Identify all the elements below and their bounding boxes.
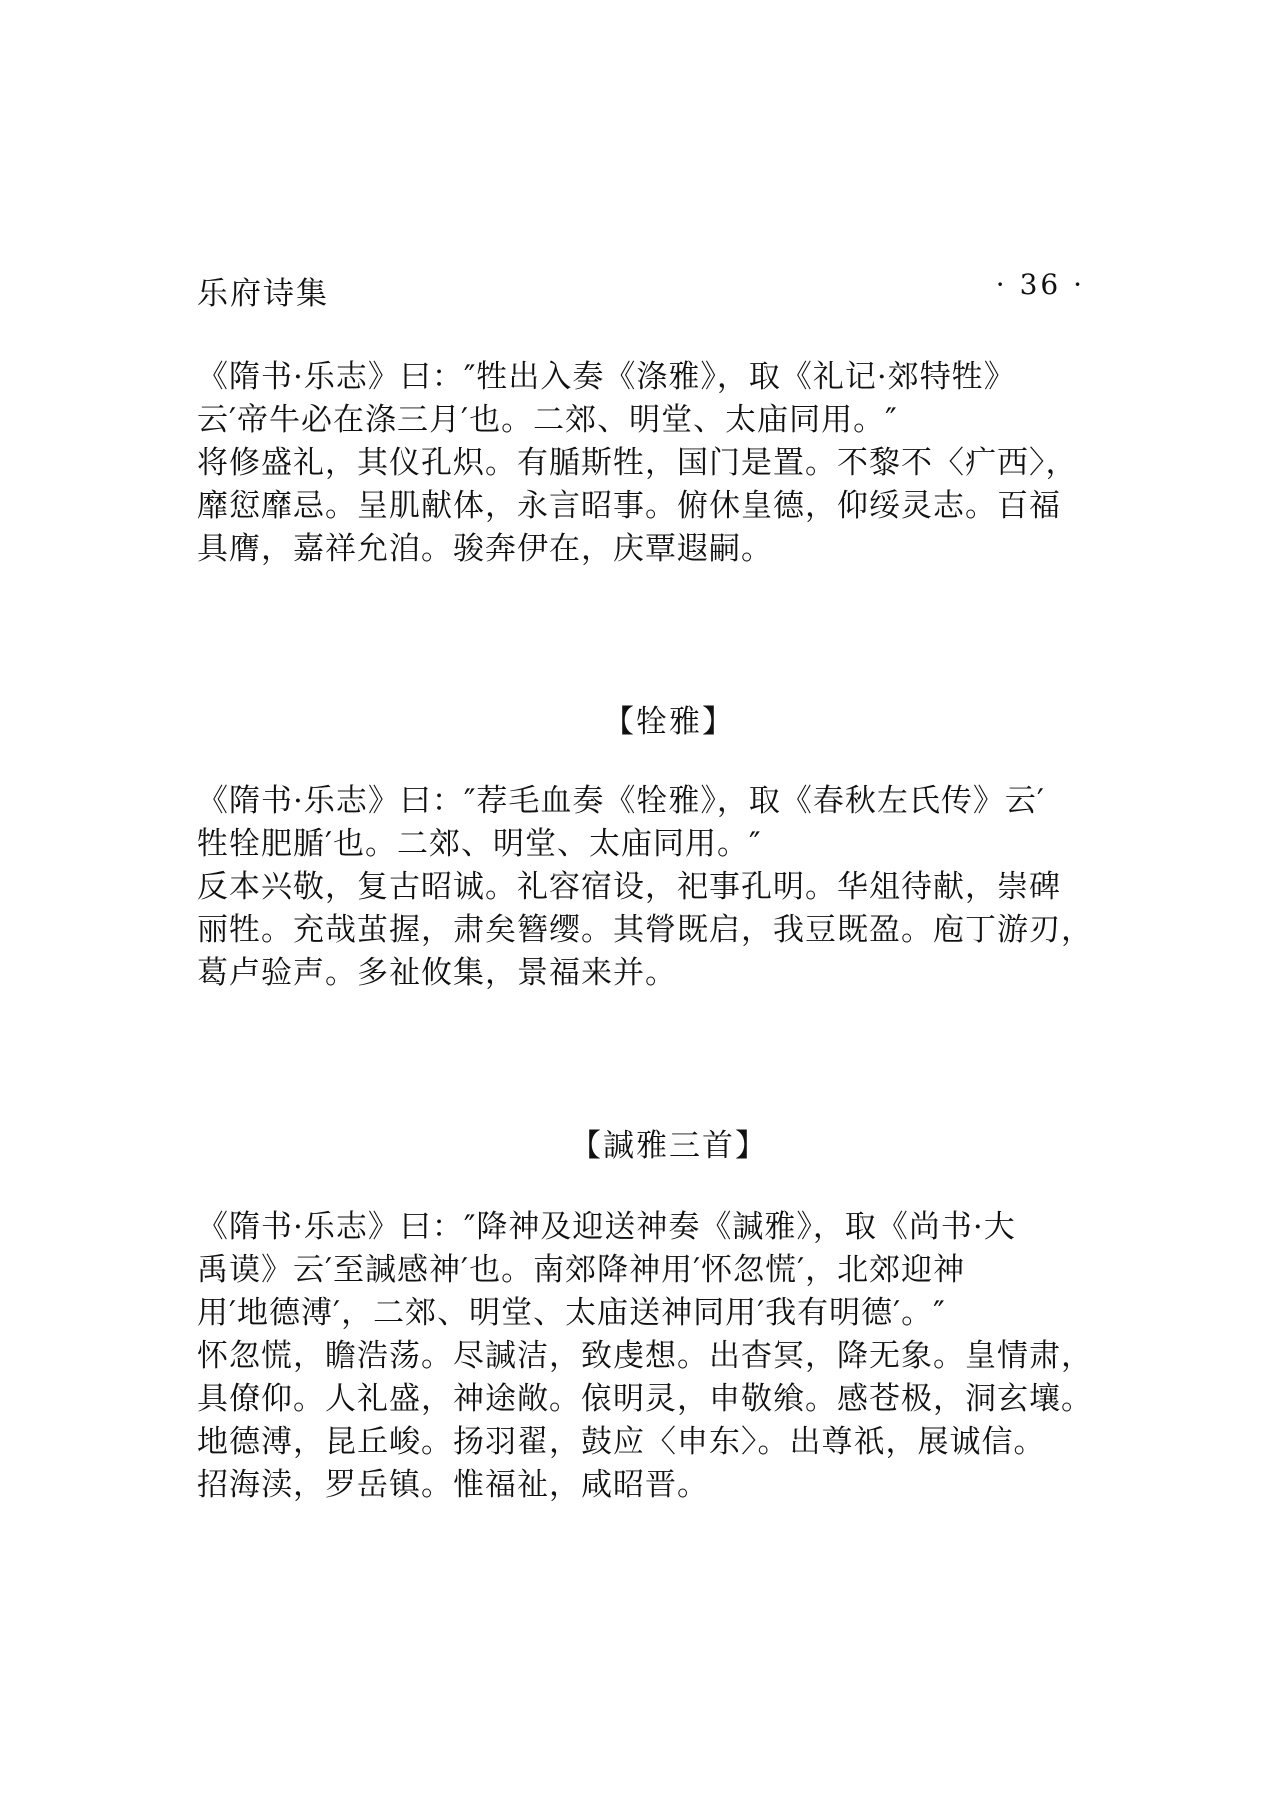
section-intro-text	[197, 356, 1117, 571]
text-line: 《隋书·乐志》曰：″降神及迎送神奏《諴雅》，取《尚书·大	[197, 1209, 1016, 1245]
text-line: 具僚仰。人礼盛，神途敞。偯明灵，申敬飨。感苍极，洞玄壤。	[197, 1381, 1093, 1417]
text-line: 招海渎，罗岳镇。惟福祉，咸昭晋。	[197, 1467, 709, 1503]
text-line: 将修盛礼，其仪孔炽。有腯斯牲，国门是置。不黎不〈疒西〉，	[197, 445, 1078, 481]
text-line: 牲牷肥腯′也。二郊、明堂、太庙同用。″	[197, 826, 762, 862]
section-title: 【牷雅】	[603, 704, 735, 740]
text-line: 反本兴敬，复古昭诚。礼容宿设，祀事孔明。华俎待献，崇碑	[197, 869, 1061, 905]
text-line: 《隋书·乐志》曰：″牲出入奏《涤雅》，取《礼记·郊特牲》	[197, 359, 1016, 395]
text-line: 禹谟》云′至諴感神′也。南郊降神用′怀忽慌′，北郊迎神	[197, 1252, 966, 1288]
text-line: 丽牲。充哉茧握，肃矣簪缨。其膋既启，我豆既盈。庖丁游刃，	[197, 912, 1093, 948]
text-line: 用′地德溥′，二郊、明堂、太庙送神同用′我有明德′。″	[197, 1295, 946, 1331]
section-body	[197, 780, 1117, 995]
text-line: 怀忽慌，瞻浩荡。尽諴洁，致虔想。出杳冥，降无象。皇情肃，	[197, 1338, 1093, 1374]
book-title: 乐府诗集	[197, 276, 329, 312]
section-title: 【諴雅三首】	[570, 1128, 768, 1164]
page-header	[197, 268, 1085, 312]
text-line: 《隋书·乐志》曰：″荐毛血奏《牷雅》，取《春秋左氏传》云′	[197, 783, 1045, 819]
text-line: 靡愆靡忌。呈肌献体，永言昭事。俯休皇德，仰绥灵志。百福	[197, 488, 1061, 524]
text-line: 具膺，嘉祥允洎。骏奔伊在，庆覃遐嗣。	[197, 531, 773, 567]
page-number: · 36 ·	[995, 268, 1085, 301]
text-line: 葛卢验声。多祉攸集，景福来并。	[197, 955, 677, 991]
section-body	[197, 1206, 1117, 1507]
text-line: 地德溥，昆丘峻。扬羽翟，鼓应〈申东〉。出尊祇，展诚信。	[197, 1424, 1046, 1460]
text-line: 云′帝牛必在涤三月′也。二郊、明堂、太庙同用。″	[197, 402, 898, 438]
